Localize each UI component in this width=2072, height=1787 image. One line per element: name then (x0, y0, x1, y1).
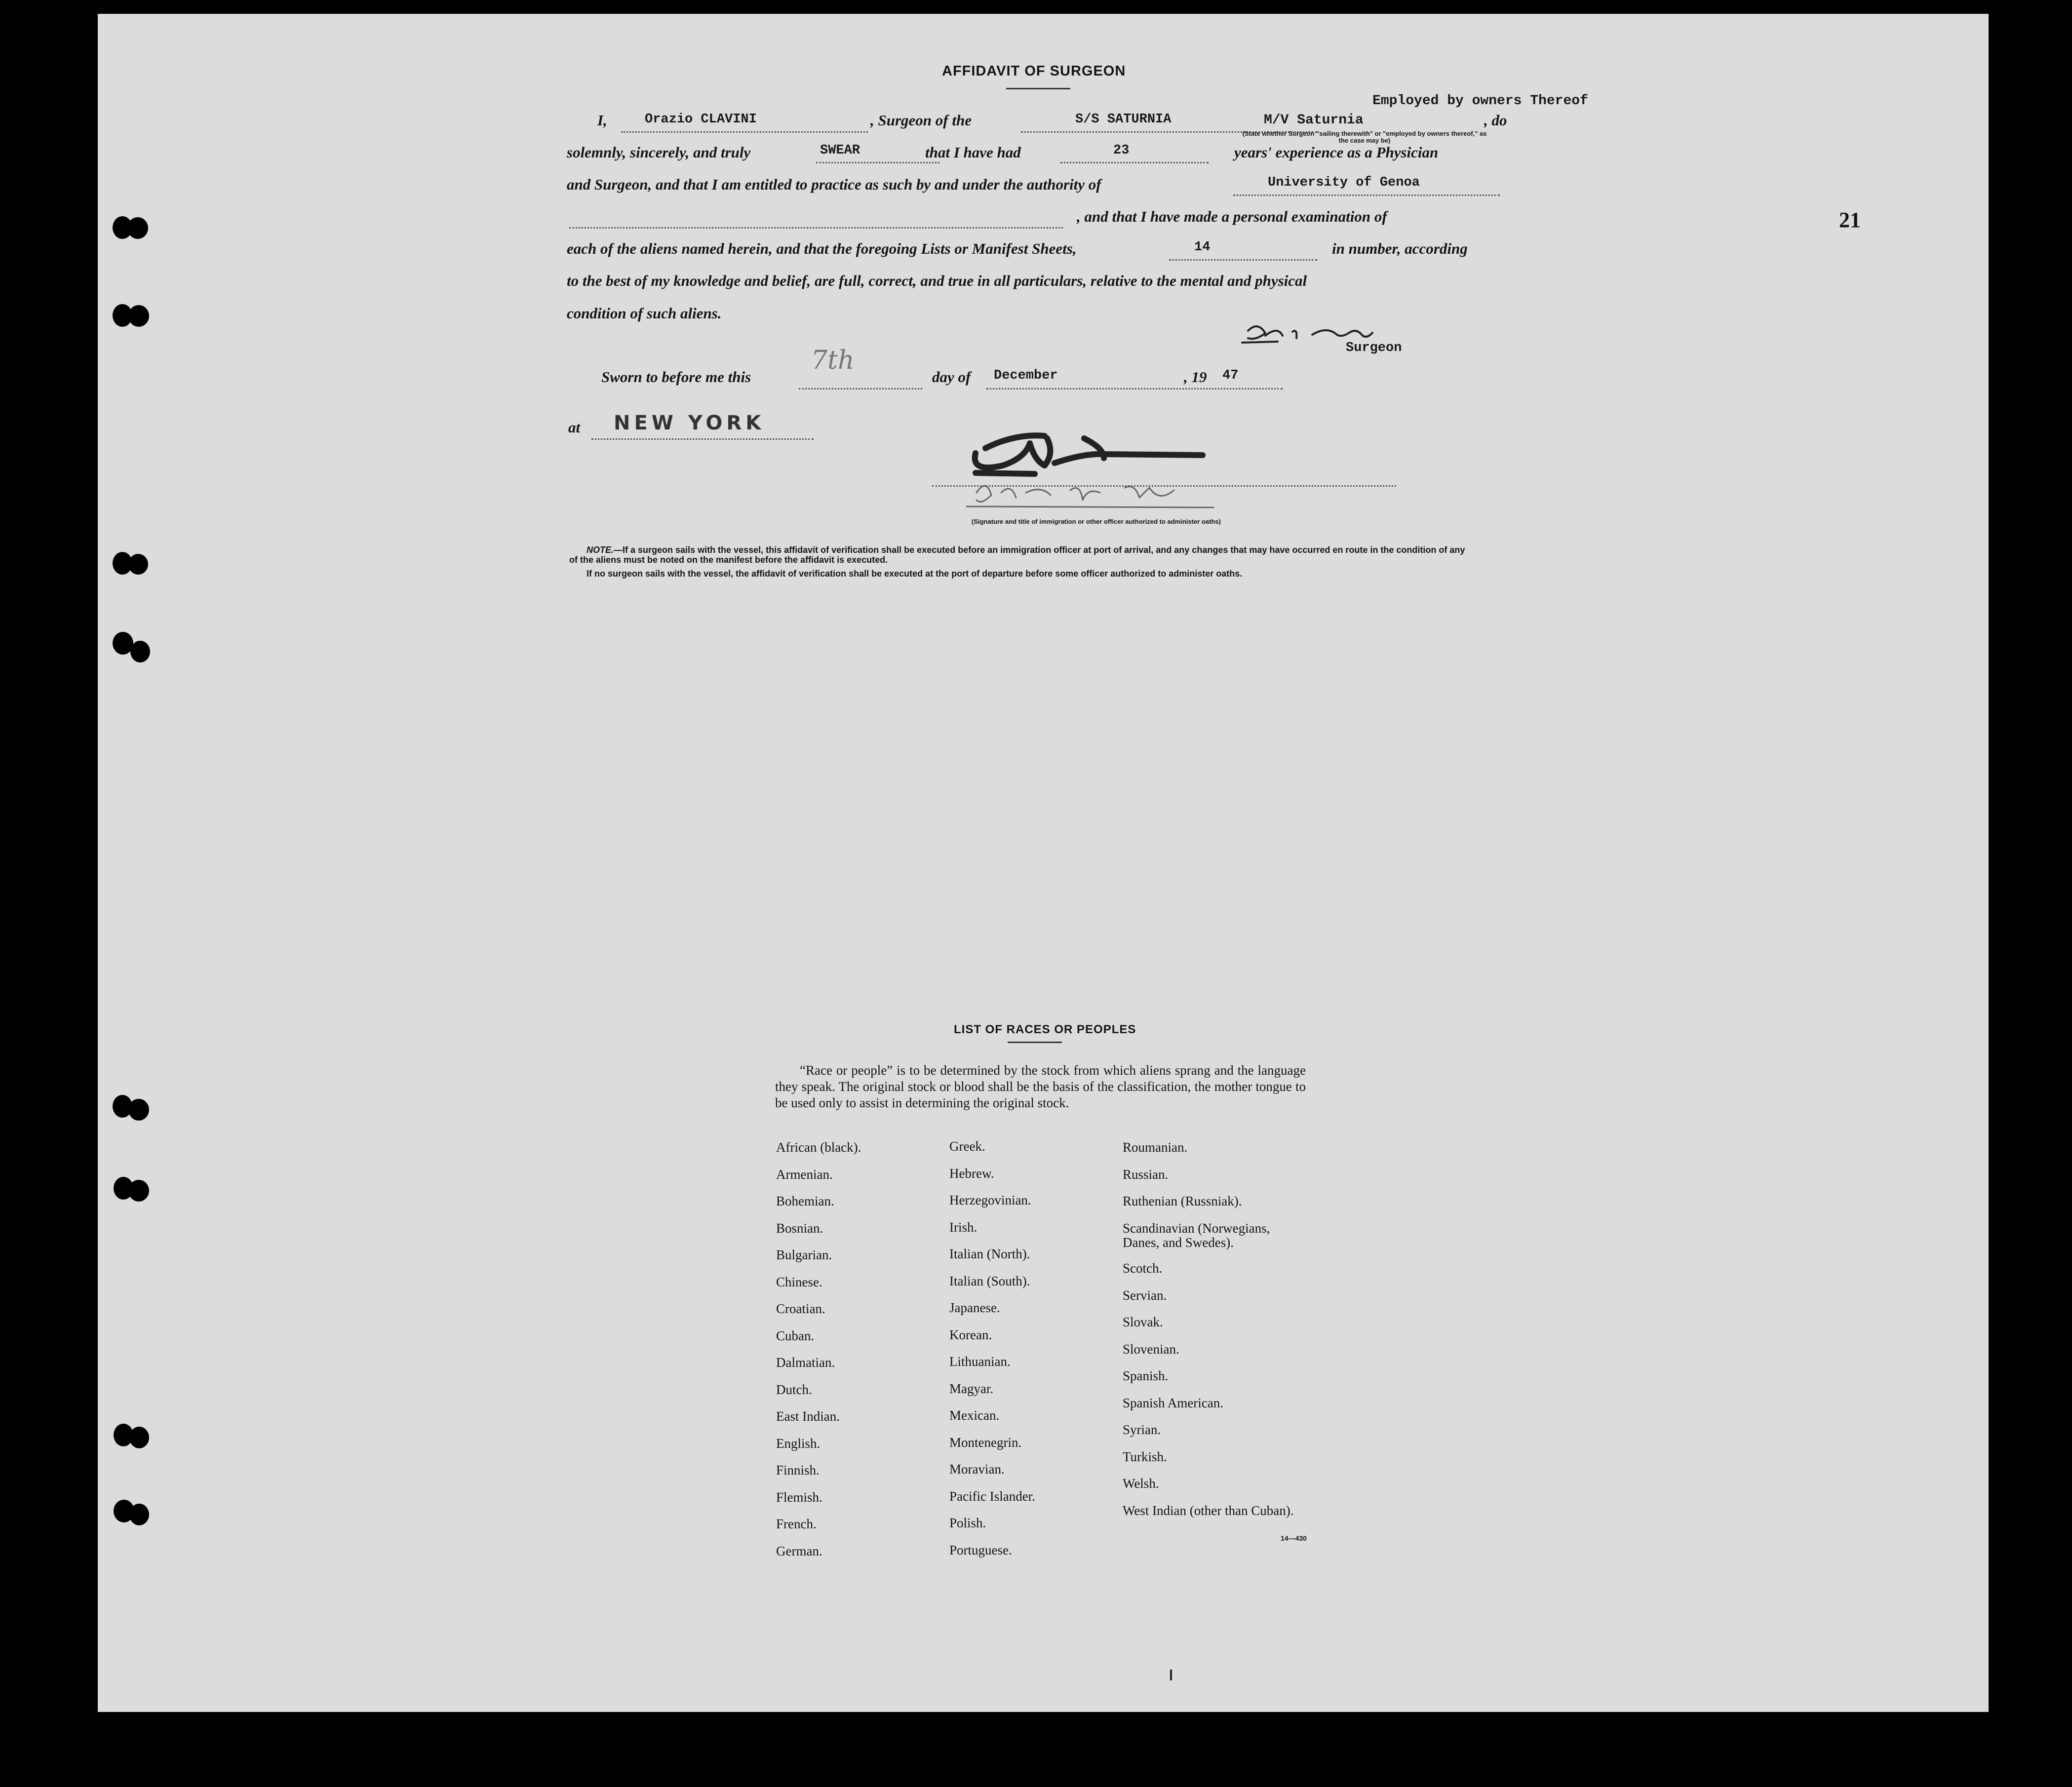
race-item: Servian. (1123, 1287, 1167, 1303)
manifest-sheet-count: 14 (1194, 240, 1211, 255)
race-item: Spanish American. (1123, 1395, 1223, 1410)
race-item: Pacific Islander. (949, 1488, 1035, 1504)
note-lead: NOTE.— (586, 545, 623, 555)
title-rule (1006, 88, 1070, 89)
race-item: Greek. (949, 1139, 985, 1154)
document-page (98, 14, 1989, 1712)
binder-hole (128, 554, 148, 575)
race-item: Welsh. (1123, 1476, 1159, 1491)
dotted-line (1060, 162, 1209, 163)
race-item: Scandinavian (Norwegians, Danes, and Swedes). (1123, 1220, 1270, 1250)
race-item: Moravian. (949, 1462, 1005, 1476)
race-item: Korean. (949, 1327, 992, 1342)
race-item: Mexican. (949, 1408, 1000, 1423)
race-item: Montenegrin. (949, 1435, 1022, 1450)
place-stamp: NEW YORK (614, 412, 765, 434)
race-item: Croatian. (776, 1301, 825, 1316)
race-item: Ruthenian (Russniak). (1123, 1194, 1242, 1208)
binder-hole (127, 217, 148, 239)
race-item: Bulgarian. (776, 1247, 832, 1262)
vessel-name-alt: M/V Saturnia (1264, 113, 1364, 128)
binder-hole (129, 1504, 149, 1525)
dotted-line (986, 388, 1283, 389)
sworn-day: 7th (811, 346, 855, 375)
race-item: German. (776, 1543, 822, 1558)
race-item: Spanish. (1123, 1368, 1169, 1383)
race-item: Bosnian. (776, 1220, 823, 1236)
races-intro: “Race or people” is to be determined by the stock from which aliens sprang and the language they speak. The original stock or blood shall be the basis of the classification, the mother tongue to be used only to assist in determining the original stock. (775, 1063, 1306, 1110)
race-item: Scotch. (1123, 1261, 1163, 1276)
page-number: 21 (1839, 208, 1861, 232)
race-item: Turkish. (1123, 1449, 1167, 1464)
race-item: Roumanian. (1123, 1140, 1188, 1155)
oath-type: SWEAR (820, 143, 860, 158)
race-item: Polish. (949, 1515, 986, 1530)
dotted-line (799, 388, 922, 389)
affidavit-line2-mid: that I have had (925, 144, 1021, 161)
race-item: Portuguese. (949, 1542, 1012, 1557)
vessel-name: S/S SATURNIA (1075, 112, 1172, 127)
race-item: Magyar. (949, 1381, 994, 1396)
race-item: Irish. (949, 1219, 977, 1235)
officer-title-handwriting (957, 473, 1302, 512)
race-item: Bohemian. (776, 1194, 834, 1208)
races-title: LIST OF RACES OR PEOPLES (954, 1023, 1136, 1036)
dotted-line (621, 131, 868, 133)
binder-hole (128, 1099, 149, 1121)
affidavit-line5-prefix: each of the aliens named herein, and that the foregoing Lists or Manifest Sheets, (567, 240, 1077, 257)
race-item: African (black). (776, 1140, 861, 1155)
races-title-rule (1008, 1042, 1062, 1043)
day-of-label: day of (932, 368, 971, 386)
affidavit-title: AFFIDAVIT OF SURGEON (942, 63, 1126, 79)
affidavit-line2-prefix: solemnly, sincerely, and truly (567, 144, 751, 161)
form-number: 14—430 (1281, 1534, 1307, 1542)
officer-caption: (Signature and title of immigration or other officer authorized to administer oaths) (972, 518, 1221, 525)
surgeon-label: Surgeon (1346, 341, 1402, 355)
race-item: Japanese. (949, 1300, 1000, 1315)
at-label: at (568, 419, 581, 436)
state-whether-note: (State whether Surgeon "sailing therewith" or "employed by owners thereof," as the case may be) (1242, 130, 1487, 144)
affidavit-note-2: If no surgeon sails with the vessel, the affidavit of verification shall be executed at the port of departure before some officer authorized to administer oaths. (586, 569, 1243, 579)
dotted-line (816, 162, 939, 163)
race-item: Russian. (1123, 1166, 1169, 1182)
race-item: French. (776, 1516, 817, 1531)
year-prefix: , 19 (1184, 368, 1207, 386)
affidavit-line4-suffix: , and that I have made a personal examination of (1077, 208, 1387, 225)
race-item: East Indian. (776, 1409, 840, 1424)
race-item: Herzegovinian. (949, 1193, 1031, 1207)
race-item: Slovak. (1123, 1315, 1163, 1329)
do-label: , do (1484, 112, 1507, 129)
licensing-authority: University of Genoa (1268, 175, 1420, 190)
surgeon-name: Orazio CLAVINI (645, 112, 757, 127)
race-item: English. (776, 1436, 821, 1451)
race-item: West Indian (other than Cuban). (1123, 1503, 1294, 1518)
surgeon-of-label: , Surgeon of the (870, 112, 972, 129)
race-item: Finnish. (776, 1463, 820, 1477)
race-item: Slovenian. (1123, 1341, 1179, 1357)
race-item: Armenian. (776, 1166, 833, 1182)
binder-hole (129, 1427, 149, 1448)
binder-hole (128, 1180, 149, 1202)
binder-hole (130, 641, 150, 662)
race-item: Cuban. (776, 1328, 815, 1343)
note-text-1: If a surgeon sails with the vessel, this affidavit of verification shall be executed before an immigration officer at port of arrival, and any changes that may have occurred en route in the condition of any of the aliens must be noted on the manifest before the affidavit is executed. (569, 545, 1465, 565)
sworn-prefix: Sworn to before me this (601, 368, 751, 386)
binder-hole (128, 305, 149, 327)
race-item: Chinese. (776, 1274, 822, 1289)
race-item: Lithuanian. (949, 1354, 1011, 1369)
race-item: Italian (South). (949, 1273, 1030, 1288)
dotted-line (591, 438, 814, 440)
years-experience: 23 (1113, 143, 1130, 158)
dotted-line (569, 227, 1063, 229)
sworn-year: 47 (1222, 368, 1239, 383)
signature-line (932, 485, 1396, 487)
affidavit-line7: condition of such aliens. (567, 305, 722, 322)
affidavit-line2-suffix: years' experience as a Physician (1234, 144, 1439, 161)
race-item: Italian (North). (949, 1246, 1030, 1261)
affidavit-line1-prefix: I, (597, 112, 607, 129)
race-item: Syrian. (1123, 1422, 1161, 1437)
scan-mark (1170, 1670, 1172, 1680)
race-item: Dutch. (776, 1382, 812, 1397)
race-item: Flemish. (776, 1489, 822, 1505)
sworn-month: December (994, 368, 1058, 383)
employed-status: Employed by owners Thereof (1372, 93, 1588, 109)
dotted-line (1169, 259, 1317, 261)
dotted-line (1233, 194, 1500, 196)
affidavit-note (569, 545, 1473, 565)
affidavit-line5-suffix: in number, according (1332, 240, 1468, 257)
affidavit-line3-prefix: and Surgeon, and that I am entitled to practice as such by and under the authority of (567, 176, 1101, 193)
race-item: Hebrew. (949, 1165, 994, 1181)
affidavit-line6: to the best of my knowledge and belief, are full, correct, and true in all particulars, relative to the mental and physical (567, 272, 1307, 289)
race-item: Dalmatian. (776, 1355, 835, 1370)
